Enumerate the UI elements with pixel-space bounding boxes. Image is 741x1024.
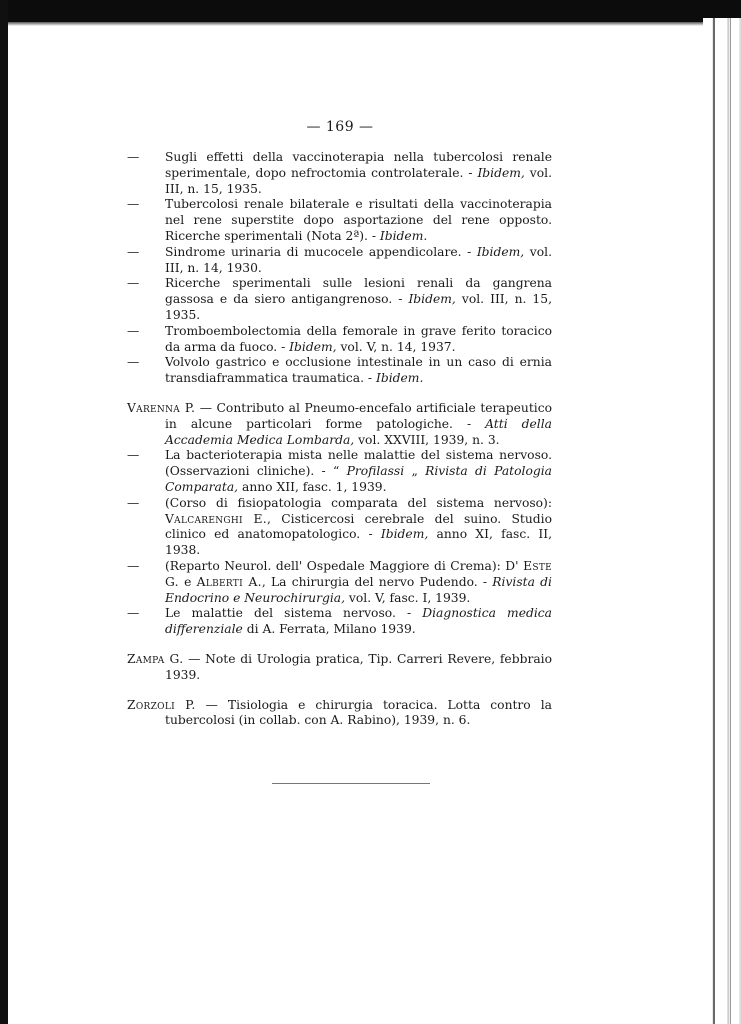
author-name: Zampa G.	[127, 651, 184, 666]
list-item: — La bacterioterapia mista nelle malattie del sistema nervoso. (Osservazioni cliniche). - “ Profilassi „ Rivista di Patologia Comparata, anno XII, fasc. 1, 1939.	[127, 448, 552, 494]
scan-right-binding-line	[713, 18, 715, 1024]
entry-dash: —	[127, 323, 140, 338]
entry-dash: —	[127, 448, 140, 463]
section-gap	[127, 638, 552, 652]
scan-right-binding	[703, 18, 741, 1024]
list-item: — (Corso di fisiopatologia comparata del sistema nervoso): Valcarenghi E., Cisticercosi cerebrale del suino. Studio clinico ed anatomopatologico. - Ibidem, anno XI, fasc. II, 1938.	[127, 495, 553, 558]
bibliography	[127, 150, 552, 729]
author-name: Varenna P.	[127, 400, 196, 415]
author-name: Zorzoli P.	[127, 697, 196, 712]
list-item: — Volvolo gastrico e occlusione intestinale in un caso di ernia transdiaframmatica traumatica. - Ibidem.	[127, 355, 552, 386]
scan-left-border	[0, 0, 8, 1024]
author-entry-varenna: Varenna P. — Contributo al Pneumo-encefalo artificiale terapeutico in alcune particolari forme patologiche. - Atti della Accademia Medica Lombarda, vol. XXVIII, 1939, n. 3.	[127, 400, 552, 447]
author-entry-zorzoli: Zorzoli P. — Tisiologia e chirurgia toracica. Lotta contro la tubercolosi (in collab. con A. Rabino), 1939, n. 6.	[127, 697, 552, 728]
entry-dash: —	[127, 355, 140, 370]
entry-dash: —	[127, 244, 140, 259]
entry-dash: —	[127, 558, 140, 573]
list-item: — Tromboembolectomia della femorale in grave ferito toracico da arma da fuoco. - Ibidem, vol. V, n. 14, 1937.	[127, 323, 552, 354]
end-divider	[272, 783, 430, 784]
list-item: — Tubercolosi renale bilaterale e risultati della vaccinoterapia nel rene superstite dopo asportazione del rene opposto. Ricerche sperimentali (Nota 2ª). - Ibidem.	[127, 197, 552, 243]
author-entry-zampa: Zampa G. — Note di Urologia pratica, Tip. Carreri Revere, febbraio 1939.	[127, 651, 552, 682]
list-item: — Sindrome urinaria di mucocele appendicolare. - Ibidem, vol. III, n. 14, 1930.	[127, 244, 552, 275]
scan-top-shadow	[0, 22, 741, 26]
page-number: — 169 —	[306, 119, 374, 135]
entry-dash: —	[127, 276, 140, 291]
entry-dash: —	[127, 150, 140, 164]
list-item: — Sugli effetti della vaccinoterapia nella tubercolosi renale sperimentale, dopo nefroctomia controlaterale. - Ibidem, vol. III, n. 15, 1935.	[127, 150, 552, 196]
list-item: — Le malattie del sistema nervoso. - Diagnostica medica differenziale di A. Ferrata, Milano 1939.	[127, 606, 552, 637]
scan-right-binding-line	[730, 18, 731, 1024]
scan-top-border	[0, 0, 741, 22]
list-item: — (Reparto Neurol. dell' Ospedale Maggiore di Crema): D' Este G. e Alberti A., La chirurgia del nervo Pudendo. - Rivista di Endocrino e Neurochirurgia, vol. V, fasc. I, 1939.	[127, 558, 552, 605]
list-item: — Ricerche sperimentali sulle lesioni renali da gangrena gassosa e da siero antigangrenoso. - Ibidem, vol. III, n. 15, 1935.	[127, 276, 552, 322]
section-gap	[127, 387, 552, 401]
section-gap	[127, 684, 552, 698]
entry-dash: —	[127, 606, 140, 621]
entry-dash: —	[127, 495, 140, 510]
entry-dash: —	[127, 197, 140, 212]
